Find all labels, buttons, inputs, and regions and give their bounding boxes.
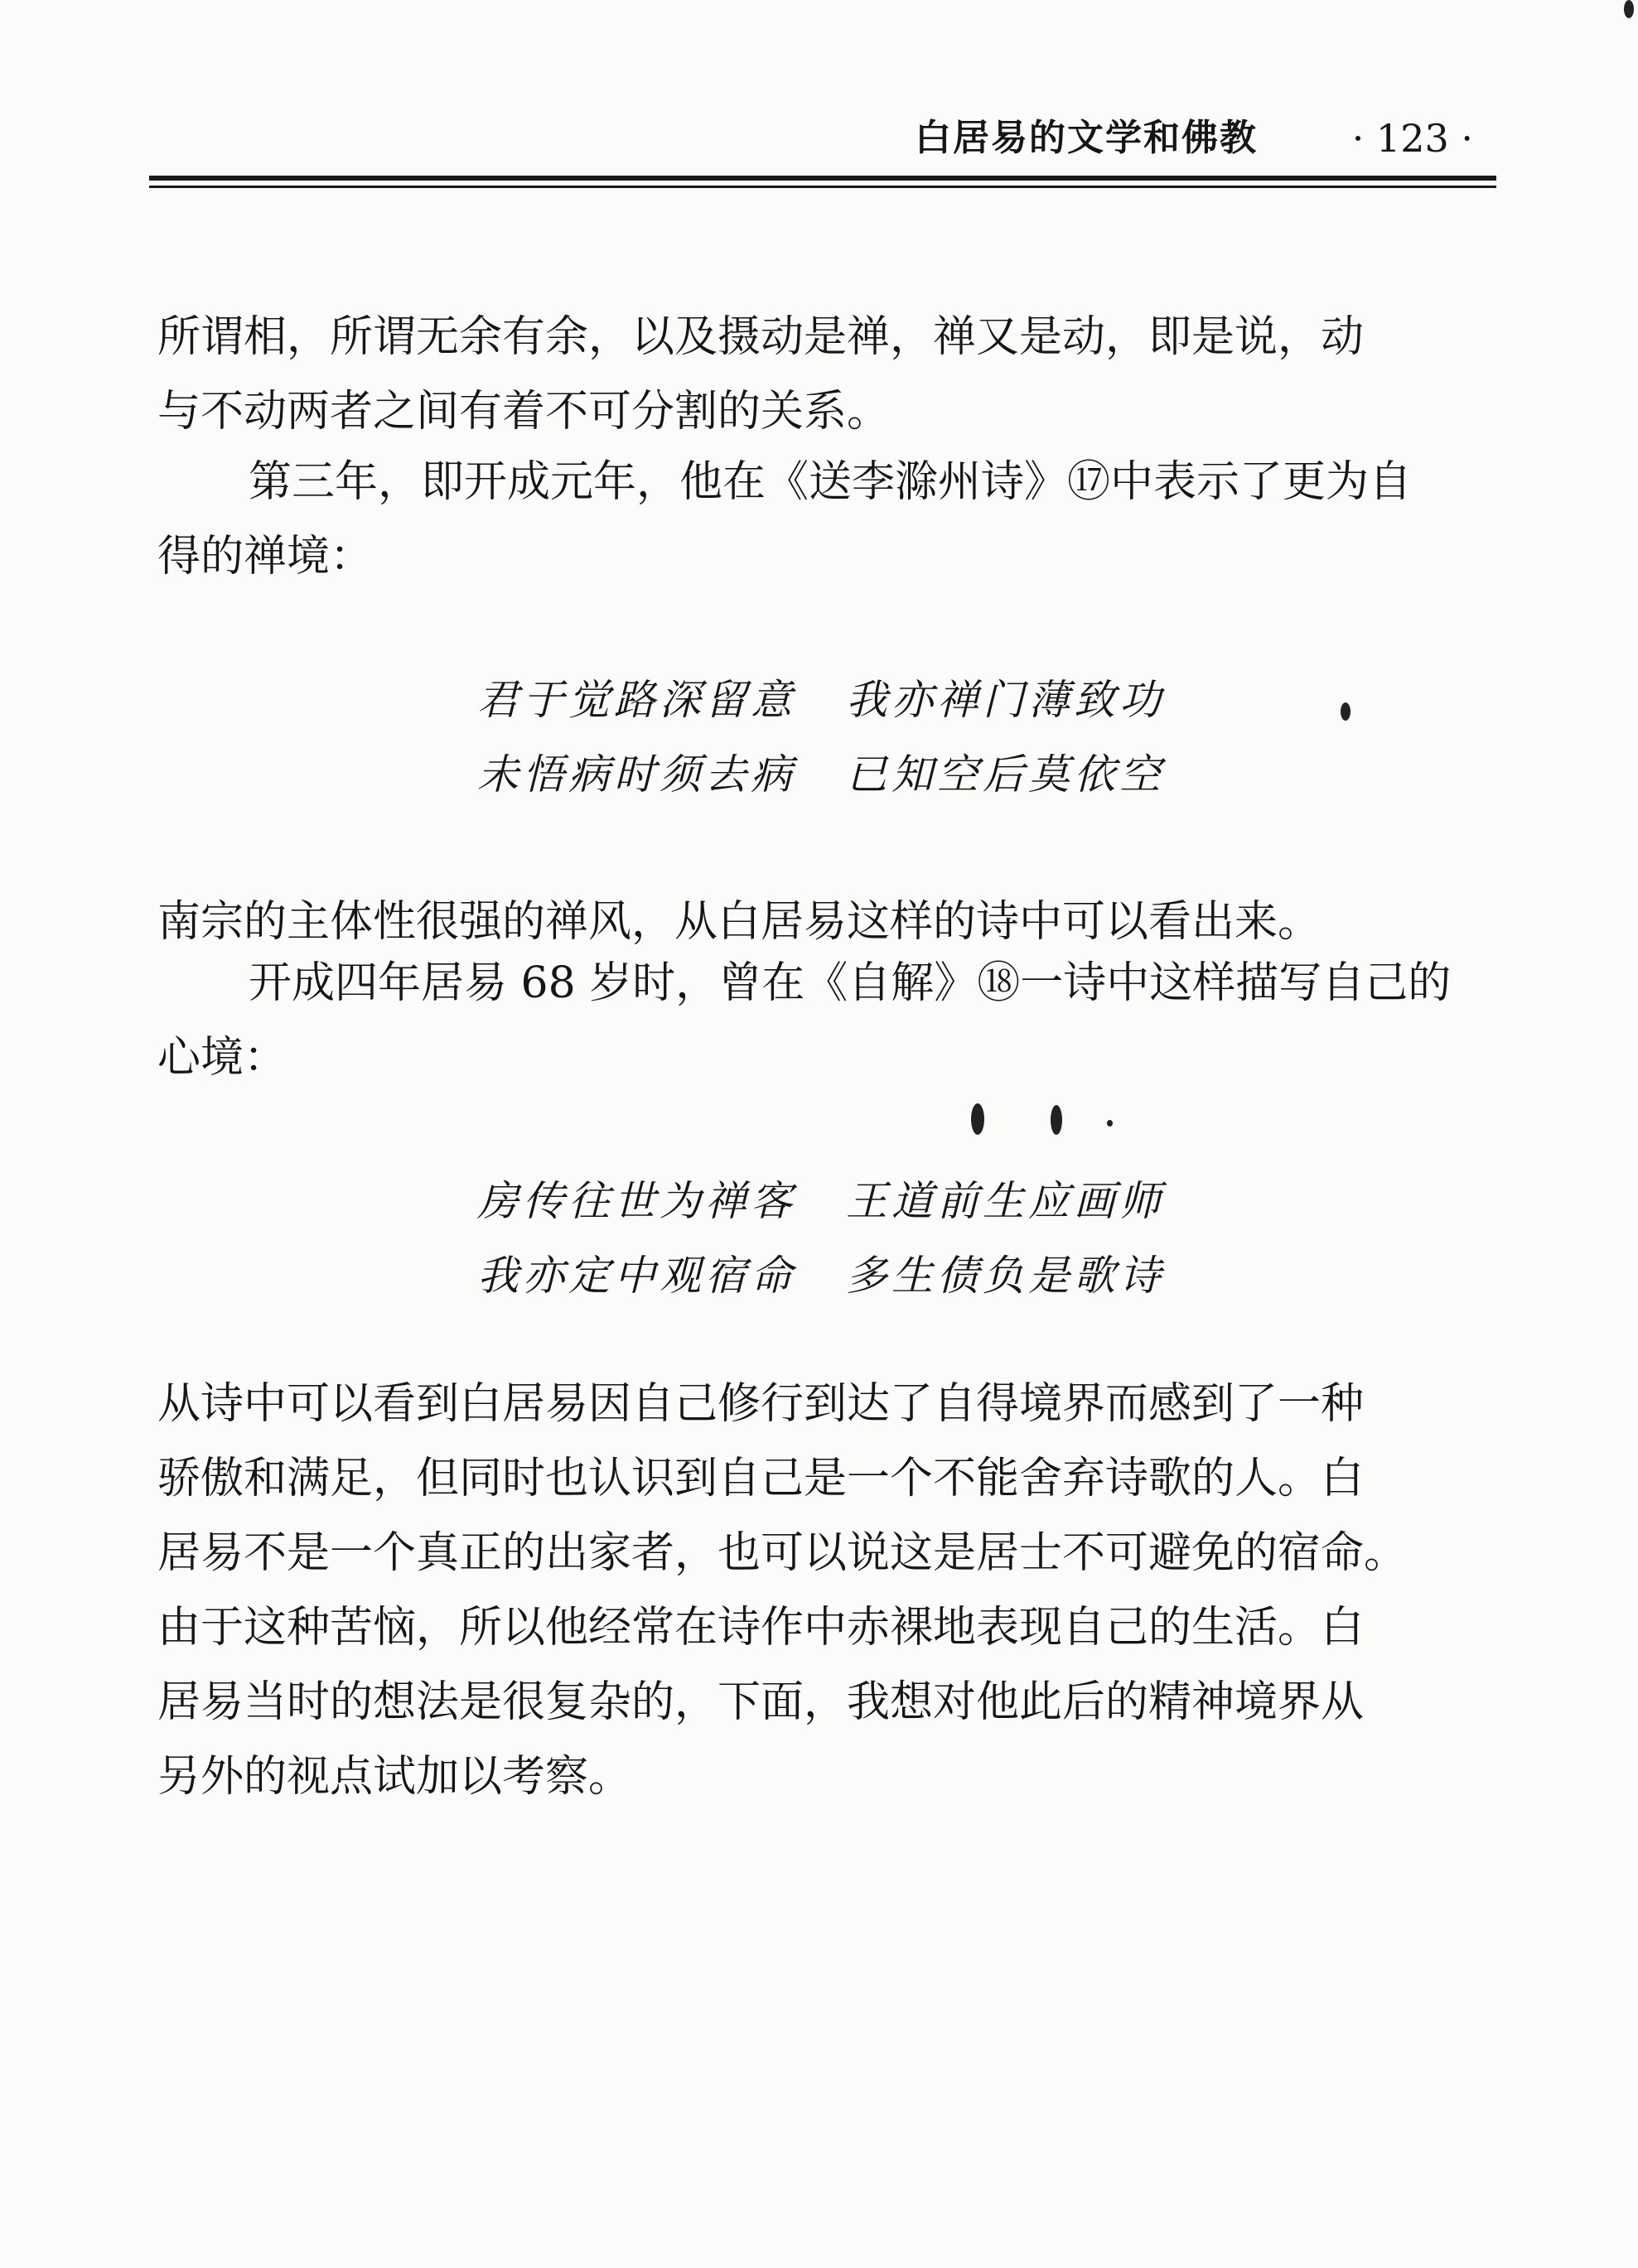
header-rule-thick bbox=[149, 176, 1496, 181]
poem-2-couplet-2 bbox=[477, 1238, 1165, 1313]
running-header bbox=[157, 109, 1491, 167]
ink-speck bbox=[1051, 1105, 1062, 1135]
poem-1-line-1b: 我亦禅门薄致功 bbox=[846, 676, 1165, 724]
poem-2-couplet-1 bbox=[477, 1164, 1165, 1238]
paragraph-4 bbox=[157, 946, 1516, 1095]
poem-1 bbox=[477, 663, 1165, 812]
ink-speck bbox=[1341, 702, 1351, 721]
paragraph-1 bbox=[157, 300, 1516, 449]
ink-speck bbox=[1624, 0, 1634, 18]
poem-2-line-1b: 王道前生应画师 bbox=[846, 1177, 1165, 1225]
paragraph-1-line-2: 与不动两者之间有着不可分割的关系。 bbox=[157, 387, 891, 437]
paragraph-5-line-5: 居易当时的想法是很复杂的，下面，我想对他此后的精神境界从 bbox=[157, 1677, 1365, 1727]
paragraph-5-line-1: 从诗中可以看到白居易因自己修行到达了自得境界而感到了一种 bbox=[157, 1379, 1365, 1429]
poem-1-line-2b: 已知空后莫依空 bbox=[846, 750, 1165, 799]
header-rule-thin bbox=[149, 186, 1496, 188]
poem-2-line-2a: 我亦定中观宿命 bbox=[477, 1252, 796, 1300]
paragraph-2 bbox=[157, 445, 1516, 594]
poem-2-line-1a: 房传往世为禅客 bbox=[477, 1177, 796, 1225]
poem-2-line-2b: 多生债负是歌诗 bbox=[846, 1252, 1165, 1300]
paragraph-3-line-1: 南宗的主体性很强的禅风，从白居易这样的诗中可以看出来。 bbox=[157, 897, 1322, 947]
paragraph-1-line-1: 所谓相，所谓无余有余，以及摄动是禅，禅又是动，即是说，动 bbox=[157, 312, 1365, 362]
page-number: · 123 · bbox=[1351, 116, 1473, 161]
paragraph-5-line-3: 居易不是一个真正的出家者，也可以说这是居士不可避免的宿命。 bbox=[157, 1528, 1408, 1578]
ink-speck bbox=[971, 1103, 984, 1135]
ink-speck bbox=[1107, 1120, 1113, 1127]
running-title: 白居易的文学和佛教 bbox=[915, 117, 1258, 159]
poem-2 bbox=[477, 1164, 1165, 1313]
poem-1-couplet-1 bbox=[477, 663, 1165, 737]
paragraph-2-line-1: 第三年，即开成元年，他在《送李滁州诗》⑰中表示了更为自 bbox=[249, 457, 1413, 507]
paragraph-5-line-4: 由于这种苦恼，所以他经常在诗作中赤裸地表现自己的生活。白 bbox=[157, 1603, 1365, 1653]
poem-1-line-1a: 君于觉路深留意 bbox=[477, 676, 796, 724]
paragraph-5 bbox=[157, 1367, 1516, 1814]
paragraph-5-line-2: 骄傲和满足，但同时也认识到自己是一个不能舍弃诗歌的人。白 bbox=[157, 1454, 1365, 1503]
poem-1-line-2a: 未悟病时须去病 bbox=[477, 750, 796, 799]
header-rule bbox=[149, 176, 1496, 191]
paragraph-2-line-2: 得的禅境： bbox=[157, 532, 374, 581]
poem-1-couplet-2 bbox=[477, 737, 1165, 812]
paragraph-4-line-1: 开成四年居易 68 岁时，曾在《自解》⑱一诗中这样描写自己的 bbox=[249, 958, 1452, 1008]
paragraph-4-line-2: 心境： bbox=[157, 1033, 287, 1083]
paragraph-5-line-6: 另外的视点试加以考察。 bbox=[157, 1752, 632, 1802]
